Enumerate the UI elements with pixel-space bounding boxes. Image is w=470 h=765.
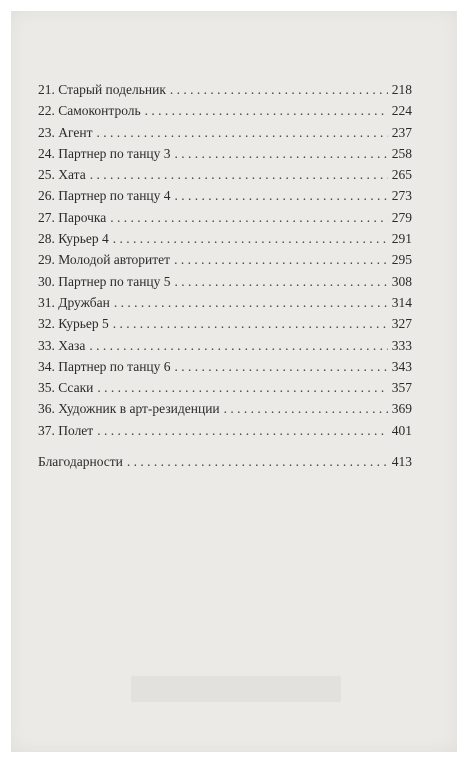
toc-entry-acknowledgements	[38, 451, 412, 472]
toc-entry-page: 369	[391, 401, 412, 417]
dot-leader	[127, 451, 388, 472]
toc-entry-title: 32. Курьер 5	[38, 316, 109, 332]
toc-entry-title: 28. Курьер 4	[38, 231, 109, 247]
toc-entry-title: 22. Самоконтроль	[38, 103, 141, 119]
toc-entry-title: 36. Художник в арт-резиденции	[38, 401, 220, 417]
toc-entry-page: 237	[391, 124, 412, 140]
toc-entry-page: 218	[391, 82, 412, 97]
toc-entry-page: 401	[391, 422, 412, 438]
dot-leader	[97, 420, 388, 441]
table-of-contents	[38, 79, 412, 472]
dot-leader	[224, 398, 388, 419]
dot-leader	[175, 356, 388, 377]
toc-entry	[38, 292, 412, 313]
toc-entry	[38, 335, 412, 356]
dot-leader	[170, 79, 388, 100]
toc-entry-page: 343	[391, 358, 412, 374]
toc-entry-page: 357	[391, 380, 412, 396]
toc-entry-page: 265	[391, 167, 412, 183]
toc-entry	[38, 164, 412, 185]
toc-entry-page: 308	[391, 273, 412, 289]
dot-leader	[175, 271, 388, 292]
toc-entry	[38, 228, 412, 249]
toc-entry	[38, 271, 412, 292]
toc-entry-title: 27. Парочка	[38, 209, 107, 225]
toc-entry	[38, 122, 412, 143]
toc-entry	[38, 79, 412, 100]
dot-leader	[89, 335, 387, 356]
toc-entry-title: 30. Партнер по танцу 5	[38, 273, 171, 289]
toc-entry	[38, 398, 412, 419]
dot-leader	[145, 100, 388, 121]
toc-entry	[38, 377, 412, 398]
dot-leader	[96, 122, 387, 143]
dot-leader	[97, 377, 387, 398]
toc-entry-title: Благодарности	[38, 454, 123, 470]
toc-entry-page: 279	[391, 209, 412, 225]
toc-entry-page: 327	[391, 316, 412, 332]
toc-entry-title: 24. Партнер по танцу 3	[38, 145, 171, 161]
toc-entry	[38, 249, 412, 270]
toc-entry-page: 224	[391, 103, 412, 119]
dot-leader	[175, 143, 388, 164]
bleed-through-shadow	[131, 676, 341, 702]
toc-entry-title: 26. Партнер по танцу 4	[38, 188, 171, 204]
dot-leader	[110, 207, 387, 228]
dot-leader	[90, 164, 388, 185]
toc-entry-title: 25. Хата	[38, 167, 86, 183]
toc-entry-page: 333	[391, 337, 412, 353]
toc-entry-page: 273	[391, 188, 412, 204]
toc-entry	[38, 356, 412, 377]
toc-entry-page: 314	[391, 294, 412, 310]
dot-leader	[175, 185, 388, 206]
toc-entry	[38, 420, 412, 441]
toc-entry-title: 33. Хаза	[38, 337, 86, 353]
toc-entry-page: 258	[391, 145, 412, 161]
toc-entry	[38, 313, 412, 334]
toc-entry-title: 31. Дружбан	[38, 294, 110, 310]
dot-leader	[113, 313, 388, 334]
toc-entry-page: 291	[391, 231, 412, 247]
toc-entry-title: 21. Старый подельник	[38, 82, 166, 97]
dot-leader	[113, 228, 388, 249]
toc-entry-page: 413	[391, 454, 412, 470]
toc-entry	[38, 185, 412, 206]
toc-entry-title: 37. Полет	[38, 422, 94, 438]
dot-leader	[114, 292, 388, 313]
toc-entry	[38, 207, 412, 228]
dot-leader	[174, 249, 388, 270]
toc-entry-title: 29. Молодой авторитет	[38, 252, 171, 268]
toc-entry	[38, 143, 412, 164]
toc-entry	[38, 100, 412, 121]
toc-entry-title: 35. Ссаки	[38, 380, 94, 396]
toc-entry-page: 295	[391, 252, 412, 268]
toc-entry-title: 34. Партнер по танцу 6	[38, 358, 171, 374]
toc-entry-title: 23. Агент	[38, 124, 93, 140]
